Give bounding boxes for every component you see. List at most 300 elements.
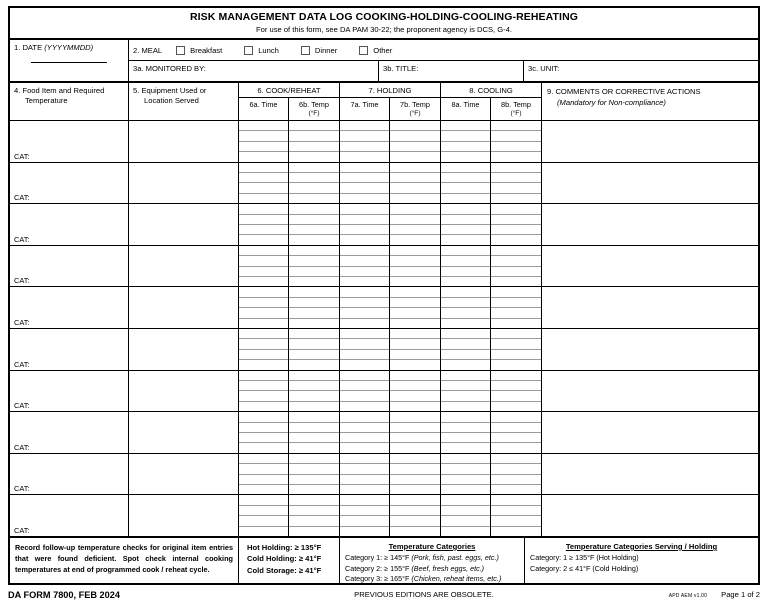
- cell-comments[interactable]: [542, 163, 758, 204]
- subrow-entry[interactable]: [491, 423, 541, 433]
- subrow-entry[interactable]: [390, 183, 440, 193]
- cell-comments[interactable]: [542, 121, 758, 162]
- subrow-entry[interactable]: [441, 246, 490, 256]
- subrow-entry[interactable]: [491, 495, 541, 505]
- subrow-entry[interactable]: [491, 381, 541, 391]
- subrow-entry[interactable]: [340, 183, 389, 193]
- cell-cook-temp[interactable]: [289, 329, 339, 370]
- subrow-entry[interactable]: [289, 454, 339, 464]
- cell-cook-time[interactable]: [239, 204, 289, 245]
- cell-cooling-time[interactable]: [441, 121, 491, 162]
- subrow-entry[interactable]: [491, 235, 541, 244]
- subrow-entry[interactable]: [390, 433, 440, 443]
- subrow-entry[interactable]: [239, 194, 288, 203]
- subrow-entry[interactable]: [390, 142, 440, 152]
- cell-cook-temp[interactable]: [289, 121, 339, 162]
- subrow-entry[interactable]: [340, 298, 389, 308]
- cell-holding-temp[interactable]: [390, 454, 440, 495]
- subrow-entry[interactable]: [441, 402, 490, 411]
- cell-cooling-time[interactable]: [441, 287, 491, 328]
- subrow-entry[interactable]: [491, 194, 541, 203]
- cell-cook-temp[interactable]: [289, 246, 339, 287]
- cell-food-item[interactable]: [10, 121, 129, 162]
- subrow-entry[interactable]: [491, 485, 541, 494]
- subrow-entry[interactable]: [289, 339, 339, 349]
- subrow-entry[interactable]: [239, 360, 288, 369]
- subrow-entry[interactable]: [340, 204, 389, 214]
- subrow-entry[interactable]: [239, 152, 288, 161]
- subrow-entry[interactable]: [340, 235, 389, 244]
- subrow-entry[interactable]: [491, 350, 541, 360]
- subrow-entry[interactable]: [390, 516, 440, 526]
- subrow-entry[interactable]: [390, 527, 440, 536]
- subrow-entry[interactable]: [289, 391, 339, 401]
- subrow-entry[interactable]: [239, 298, 288, 308]
- cell-equipment[interactable]: [129, 121, 239, 162]
- subrow-entry[interactable]: [239, 121, 288, 131]
- subrow-entry[interactable]: [390, 277, 440, 286]
- subrow-entry[interactable]: [441, 298, 490, 308]
- meal-option-other[interactable]: [359, 46, 392, 55]
- subrow-entry[interactable]: [441, 204, 490, 214]
- cell-holding-temp[interactable]: [390, 371, 440, 412]
- cell-cooling-temp[interactable]: [491, 412, 541, 453]
- subrow-entry[interactable]: [390, 443, 440, 452]
- subrow-entry[interactable]: [390, 152, 440, 161]
- cell-comments[interactable]: [542, 495, 758, 536]
- subrow-entry[interactable]: [340, 142, 389, 152]
- subrow-entry[interactable]: [491, 121, 541, 131]
- subrow-entry[interactable]: [491, 329, 541, 339]
- subrow-entry[interactable]: [289, 163, 339, 173]
- subrow-entry[interactable]: [491, 287, 541, 297]
- cell-equipment[interactable]: [129, 454, 239, 495]
- cell-equipment[interactable]: [129, 329, 239, 370]
- subrow-entry[interactable]: [441, 495, 490, 505]
- cell-holding-time[interactable]: [340, 454, 390, 495]
- subrow-entry[interactable]: [340, 360, 389, 369]
- cell-cook-temp[interactable]: [289, 371, 339, 412]
- cell-cook-time[interactable]: [239, 246, 289, 287]
- subrow-entry[interactable]: [491, 277, 541, 286]
- cell-holding-time[interactable]: [340, 121, 390, 162]
- subrow-entry[interactable]: [239, 256, 288, 266]
- subrow-entry[interactable]: [441, 350, 490, 360]
- subrow-entry[interactable]: [289, 506, 339, 516]
- subrow-entry[interactable]: [289, 235, 339, 244]
- subrow-entry[interactable]: [491, 516, 541, 526]
- table-row[interactable]: [10, 204, 758, 246]
- subrow-entry[interactable]: [491, 475, 541, 485]
- subrow-entry[interactable]: [239, 277, 288, 286]
- subrow-entry[interactable]: [441, 308, 490, 318]
- cell-holding-time[interactable]: [340, 246, 390, 287]
- subrow-entry[interactable]: [289, 516, 339, 526]
- subrow-entry[interactable]: [289, 402, 339, 411]
- cell-cooling-time[interactable]: [441, 329, 491, 370]
- cell-cook-time[interactable]: [239, 454, 289, 495]
- subrow-entry[interactable]: [340, 267, 389, 277]
- cell-cooling-temp[interactable]: [491, 329, 541, 370]
- cell-cook-temp[interactable]: [289, 454, 339, 495]
- subrow-entry[interactable]: [441, 423, 490, 433]
- subrow-entry[interactable]: [390, 319, 440, 328]
- subrow-entry[interactable]: [340, 308, 389, 318]
- subrow-entry[interactable]: [441, 256, 490, 266]
- subrow-entry[interactable]: [491, 163, 541, 173]
- subrow-entry[interactable]: [441, 131, 490, 141]
- checkbox-icon[interactable]: [359, 46, 368, 55]
- subrow-entry[interactable]: [289, 287, 339, 297]
- subrow-entry[interactable]: [491, 402, 541, 411]
- cell-food-item[interactable]: [10, 371, 129, 412]
- cell-comments[interactable]: [542, 371, 758, 412]
- subrow-entry[interactable]: [441, 329, 490, 339]
- subrow-entry[interactable]: [340, 173, 389, 183]
- cell-equipment[interactable]: [129, 371, 239, 412]
- cell-cook-time[interactable]: [239, 412, 289, 453]
- subrow-entry[interactable]: [289, 412, 339, 422]
- date-field-cell[interactable]: [10, 40, 129, 81]
- subrow-entry[interactable]: [340, 225, 389, 235]
- cell-cook-time[interactable]: [239, 329, 289, 370]
- checkbox-icon[interactable]: [244, 46, 253, 55]
- cell-holding-time[interactable]: [340, 371, 390, 412]
- subrow-entry[interactable]: [491, 308, 541, 318]
- subrow-entry[interactable]: [390, 475, 440, 485]
- subrow-entry[interactable]: [289, 381, 339, 391]
- subrow-entry[interactable]: [390, 131, 440, 141]
- subrow-entry[interactable]: [441, 121, 490, 131]
- cell-equipment[interactable]: [129, 163, 239, 204]
- cell-cooling-time[interactable]: [441, 204, 491, 245]
- subrow-entry[interactable]: [289, 204, 339, 214]
- cell-food-item[interactable]: [10, 329, 129, 370]
- table-row[interactable]: [10, 163, 758, 205]
- subrow-entry[interactable]: [441, 371, 490, 381]
- subrow-entry[interactable]: [390, 225, 440, 235]
- subrow-entry[interactable]: [289, 194, 339, 203]
- cell-holding-time[interactable]: [340, 495, 390, 536]
- subrow-entry[interactable]: [289, 142, 339, 152]
- subrow-entry[interactable]: [289, 495, 339, 505]
- subrow-entry[interactable]: [491, 412, 541, 422]
- subrow-entry[interactable]: [390, 329, 440, 339]
- subrow-entry[interactable]: [441, 142, 490, 152]
- monitored-by-field[interactable]: 3a. MONITORED BY:: [129, 61, 379, 81]
- subrow-entry[interactable]: [289, 267, 339, 277]
- subrow-entry[interactable]: [239, 287, 288, 297]
- cell-cook-time[interactable]: [239, 287, 289, 328]
- cell-equipment[interactable]: [129, 204, 239, 245]
- subrow-entry[interactable]: [239, 350, 288, 360]
- subrow-entry[interactable]: [340, 391, 389, 401]
- subrow-entry[interactable]: [390, 495, 440, 505]
- subrow-entry[interactable]: [340, 371, 389, 381]
- cell-food-item[interactable]: [10, 495, 129, 536]
- meal-option-dinner[interactable]: [301, 46, 337, 55]
- subrow-entry[interactable]: [390, 246, 440, 256]
- subrow-entry[interactable]: [239, 215, 288, 225]
- subrow-entry[interactable]: [491, 152, 541, 161]
- subrow-entry[interactable]: [289, 319, 339, 328]
- subrow-entry[interactable]: [239, 381, 288, 391]
- subrow-entry[interactable]: [239, 402, 288, 411]
- subrow-entry[interactable]: [239, 506, 288, 516]
- table-row[interactable]: [10, 329, 758, 371]
- cell-cooling-time[interactable]: [441, 495, 491, 536]
- cell-holding-time[interactable]: [340, 204, 390, 245]
- subrow-entry[interactable]: [390, 298, 440, 308]
- subrow-entry[interactable]: [491, 131, 541, 141]
- cell-holding-temp[interactable]: [390, 246, 440, 287]
- subrow-entry[interactable]: [390, 464, 440, 474]
- subrow-entry[interactable]: [239, 329, 288, 339]
- subrow-entry[interactable]: [340, 194, 389, 203]
- cell-holding-time[interactable]: [340, 287, 390, 328]
- subrow-entry[interactable]: [289, 131, 339, 141]
- checkbox-icon[interactable]: [176, 46, 185, 55]
- subrow-entry[interactable]: [491, 183, 541, 193]
- cell-food-item[interactable]: [10, 454, 129, 495]
- cell-cooling-temp[interactable]: [491, 121, 541, 162]
- subrow-entry[interactable]: [340, 152, 389, 161]
- subrow-entry[interactable]: [340, 495, 389, 505]
- cell-equipment[interactable]: [129, 287, 239, 328]
- cell-comments[interactable]: [542, 287, 758, 328]
- subrow-entry[interactable]: [441, 464, 490, 474]
- subrow-entry[interactable]: [390, 256, 440, 266]
- subrow-entry[interactable]: [441, 527, 490, 536]
- subrow-entry[interactable]: [390, 235, 440, 244]
- table-row[interactable]: [10, 121, 758, 163]
- subrow-entry[interactable]: [441, 506, 490, 516]
- cell-cooling-temp[interactable]: [491, 163, 541, 204]
- subrow-entry[interactable]: [340, 423, 389, 433]
- subrow-entry[interactable]: [390, 371, 440, 381]
- subrow-entry[interactable]: [289, 277, 339, 286]
- subrow-entry[interactable]: [441, 381, 490, 391]
- subrow-entry[interactable]: [390, 423, 440, 433]
- cell-holding-temp[interactable]: [390, 495, 440, 536]
- subrow-entry[interactable]: [239, 485, 288, 494]
- cell-cook-time[interactable]: [239, 121, 289, 162]
- subrow-entry[interactable]: [390, 485, 440, 494]
- cell-comments[interactable]: [542, 246, 758, 287]
- subrow-entry[interactable]: [441, 360, 490, 369]
- subrow-entry[interactable]: [491, 360, 541, 369]
- subrow-entry[interactable]: [239, 371, 288, 381]
- subrow-entry[interactable]: [239, 391, 288, 401]
- subrow-entry[interactable]: [441, 215, 490, 225]
- subrow-entry[interactable]: [289, 443, 339, 452]
- subrow-entry[interactable]: [239, 246, 288, 256]
- cell-cook-temp[interactable]: [289, 287, 339, 328]
- subrow-entry[interactable]: [239, 412, 288, 422]
- cell-cooling-temp[interactable]: [491, 287, 541, 328]
- subrow-entry[interactable]: [239, 267, 288, 277]
- subrow-entry[interactable]: [239, 163, 288, 173]
- subrow-entry[interactable]: [289, 360, 339, 369]
- table-row[interactable]: [10, 495, 758, 537]
- subrow-entry[interactable]: [289, 475, 339, 485]
- cell-food-item[interactable]: [10, 287, 129, 328]
- subrow-entry[interactable]: [239, 308, 288, 318]
- subrow-entry[interactable]: [390, 391, 440, 401]
- subrow-entry[interactable]: [239, 183, 288, 193]
- cell-cook-time[interactable]: [239, 163, 289, 204]
- subrow-entry[interactable]: [390, 350, 440, 360]
- subrow-entry[interactable]: [340, 381, 389, 391]
- cell-equipment[interactable]: [129, 412, 239, 453]
- subrow-entry[interactable]: [491, 339, 541, 349]
- subrow-entry[interactable]: [491, 443, 541, 452]
- subrow-entry[interactable]: [340, 506, 389, 516]
- cell-cook-time[interactable]: [239, 371, 289, 412]
- cell-holding-temp[interactable]: [390, 287, 440, 328]
- subrow-entry[interactable]: [340, 246, 389, 256]
- subrow-entry[interactable]: [239, 142, 288, 152]
- unit-field[interactable]: 3c. UNIT:: [528, 64, 560, 73]
- date-input-rule[interactable]: [31, 62, 107, 63]
- subrow-entry[interactable]: [340, 277, 389, 286]
- subrow-entry[interactable]: [390, 267, 440, 277]
- cell-food-item[interactable]: [10, 204, 129, 245]
- subrow-entry[interactable]: [390, 204, 440, 214]
- cell-cooling-time[interactable]: [441, 246, 491, 287]
- subrow-entry[interactable]: [441, 443, 490, 452]
- subrow-entry[interactable]: [390, 163, 440, 173]
- subrow-entry[interactable]: [340, 485, 389, 494]
- subrow-entry[interactable]: [491, 142, 541, 152]
- subrow-entry[interactable]: [239, 225, 288, 235]
- subrow-entry[interactable]: [340, 163, 389, 173]
- cell-holding-temp[interactable]: [390, 204, 440, 245]
- meal-option-lunch[interactable]: [244, 46, 279, 55]
- subrow-entry[interactable]: [491, 246, 541, 256]
- subrow-entry[interactable]: [491, 267, 541, 277]
- subrow-entry[interactable]: [239, 475, 288, 485]
- cell-comments[interactable]: [542, 204, 758, 245]
- subrow-entry[interactable]: [340, 464, 389, 474]
- subrow-entry[interactable]: [441, 516, 490, 526]
- subrow-entry[interactable]: [239, 454, 288, 464]
- cell-holding-temp[interactable]: [390, 163, 440, 204]
- cell-cooling-time[interactable]: [441, 371, 491, 412]
- subrow-entry[interactable]: [289, 371, 339, 381]
- subrow-entry[interactable]: [239, 527, 288, 536]
- cell-cook-temp[interactable]: [289, 412, 339, 453]
- subrow-entry[interactable]: [289, 246, 339, 256]
- subrow-entry[interactable]: [491, 506, 541, 516]
- subrow-entry[interactable]: [441, 412, 490, 422]
- subrow-entry[interactable]: [289, 256, 339, 266]
- cell-cooling-time[interactable]: [441, 412, 491, 453]
- subrow-entry[interactable]: [441, 152, 490, 161]
- subrow-entry[interactable]: [340, 215, 389, 225]
- subrow-entry[interactable]: [340, 475, 389, 485]
- subrow-entry[interactable]: [289, 183, 339, 193]
- subrow-entry[interactable]: [491, 319, 541, 328]
- subrow-entry[interactable]: [441, 475, 490, 485]
- cell-holding-temp[interactable]: [390, 121, 440, 162]
- subrow-entry[interactable]: [441, 173, 490, 183]
- table-row[interactable]: [10, 246, 758, 288]
- subrow-entry[interactable]: [340, 131, 389, 141]
- subrow-entry[interactable]: [239, 495, 288, 505]
- subrow-entry[interactable]: [340, 402, 389, 411]
- subrow-entry[interactable]: [491, 391, 541, 401]
- cell-cooling-temp[interactable]: [491, 454, 541, 495]
- subrow-entry[interactable]: [239, 204, 288, 214]
- subrow-entry[interactable]: [239, 319, 288, 328]
- subrow-entry[interactable]: [441, 433, 490, 443]
- subrow-entry[interactable]: [340, 454, 389, 464]
- cell-equipment[interactable]: [129, 246, 239, 287]
- subrow-entry[interactable]: [289, 485, 339, 494]
- cell-cook-temp[interactable]: [289, 204, 339, 245]
- cell-holding-temp[interactable]: [390, 329, 440, 370]
- subrow-entry[interactable]: [441, 163, 490, 173]
- title-field[interactable]: 3b. TITLE:: [379, 61, 524, 81]
- cell-cooling-time[interactable]: [441, 454, 491, 495]
- subrow-entry[interactable]: [441, 319, 490, 328]
- subrow-entry[interactable]: [441, 235, 490, 244]
- meal-option-breakfast[interactable]: [176, 46, 222, 55]
- subrow-entry[interactable]: [340, 319, 389, 328]
- cell-cooling-temp[interactable]: [491, 204, 541, 245]
- subrow-entry[interactable]: [491, 173, 541, 183]
- cell-food-item[interactable]: [10, 412, 129, 453]
- subrow-entry[interactable]: [340, 433, 389, 443]
- subrow-entry[interactable]: [390, 194, 440, 203]
- subrow-entry[interactable]: [441, 339, 490, 349]
- subrow-entry[interactable]: [390, 360, 440, 369]
- subrow-entry[interactable]: [340, 339, 389, 349]
- subrow-entry[interactable]: [289, 298, 339, 308]
- table-row[interactable]: [10, 412, 758, 454]
- subrow-entry[interactable]: [491, 454, 541, 464]
- subrow-entry[interactable]: [289, 464, 339, 474]
- subrow-entry[interactable]: [491, 225, 541, 235]
- cell-cooling-temp[interactable]: [491, 246, 541, 287]
- cell-comments[interactable]: [542, 329, 758, 370]
- cell-cook-temp[interactable]: [289, 495, 339, 536]
- subrow-entry[interactable]: [239, 339, 288, 349]
- subrow-entry[interactable]: [441, 225, 490, 235]
- subrow-entry[interactable]: [491, 256, 541, 266]
- subrow-entry[interactable]: [340, 287, 389, 297]
- table-row[interactable]: [10, 371, 758, 413]
- cell-holding-temp[interactable]: [390, 412, 440, 453]
- subrow-entry[interactable]: [340, 350, 389, 360]
- subrow-entry[interactable]: [239, 516, 288, 526]
- cell-comments[interactable]: [542, 454, 758, 495]
- cell-cooling-temp[interactable]: [491, 495, 541, 536]
- subrow-entry[interactable]: [340, 443, 389, 452]
- cell-holding-time[interactable]: [340, 329, 390, 370]
- subrow-entry[interactable]: [441, 267, 490, 277]
- subrow-entry[interactable]: [441, 391, 490, 401]
- cell-holding-time[interactable]: [340, 412, 390, 453]
- subrow-entry[interactable]: [441, 287, 490, 297]
- cell-cook-temp[interactable]: [289, 163, 339, 204]
- subrow-entry[interactable]: [289, 308, 339, 318]
- cell-comments[interactable]: [542, 412, 758, 453]
- subrow-entry[interactable]: [289, 152, 339, 161]
- subrow-entry[interactable]: [390, 381, 440, 391]
- subrow-entry[interactable]: [390, 287, 440, 297]
